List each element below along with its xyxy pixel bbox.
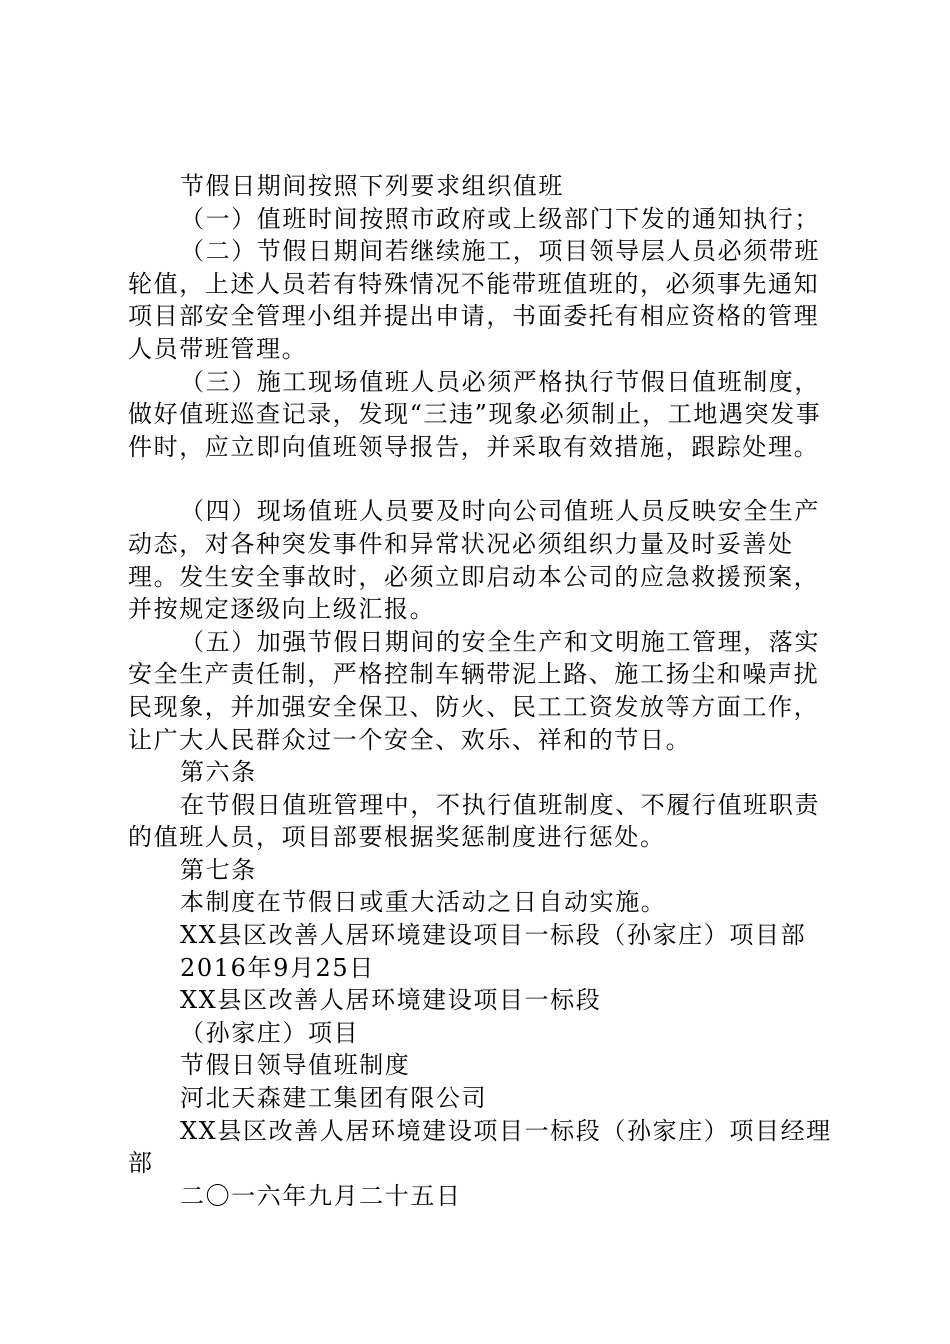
paragraph-item-4: （四）现场值班人员要及时向公司值班人员反映安全生产动态，对各种突发事件和异常状况必须组织力量及时妥善处理。发生安全事故时，必须立即启动本公司的应急救援预案，并按规定逐级向上级汇报。 bbox=[128, 497, 820, 624]
cover-project-name: XX县区改善人居环境建设项目一标段 bbox=[180, 986, 602, 1015]
article-six-text: 在节假日值班管理中，不执行值班制度、不履行值班职责的值班人员，项目部要根据奖惩制度进行惩处。 bbox=[128, 790, 820, 852]
article-six-heading: 第六条 bbox=[180, 758, 257, 787]
cover-company: 河北天森建工集团有限公司 bbox=[180, 1084, 488, 1113]
cover-project-suffix: （孙家庄）项目 bbox=[180, 1018, 360, 1047]
cover-department: XX县区改善人居环境建设项目一标段（孙家庄）项目经理部 bbox=[128, 1116, 832, 1178]
cover-date: 二〇一六年九月二十五日 bbox=[180, 1181, 462, 1210]
paragraph-item-5: （五）加强节假日期间的安全生产和文明施工管理，落实安全生产责任制，严格控制车辆带泥上路、施工扬尘和噪声扰民现象，并加强安全保卫、防火、民工工资发放等方面工作，让广大人民群众过一个安全、欢乐、祥和的节日。 bbox=[128, 627, 820, 754]
paragraph-item-2: （二）节假日期间若继续施工，项目领导层人员必须带班轮值，上述人员若有特殊情况不能带班值班的，必须事先通知项目部安全管理小组并提出申请，书面委托有相应资格的管理人员带班管理。 bbox=[128, 237, 820, 363]
document-body bbox=[128, 170, 840, 1212]
cover-title: 节假日领导值班制度 bbox=[180, 1051, 411, 1080]
paragraph-intro: 节假日期间按照下列要求组织值班 bbox=[180, 172, 564, 200]
signature-department: XX县区改善人居环境建设项目一标段（孙家庄）项目部 bbox=[180, 921, 807, 950]
signature-date: 2016年9月25日 bbox=[180, 953, 375, 982]
article-seven-text: 本制度在节假日或重大活动之日自动实施。 bbox=[180, 888, 667, 917]
article-seven-heading: 第七条 bbox=[180, 855, 257, 884]
paragraph-item-3: （三）施工现场值班人员必须严格执行节假日值班制度，做好值班巡查记录，发现“三违”现象必须制止，工地遇突发事件时，应立即向值班领导报告，并采取有效措施，跟踪处理。 bbox=[128, 367, 822, 461]
paragraph-item-1: （一）值班时间按照市政府或上级部门下发的通知执行； bbox=[180, 204, 820, 233]
paragraph-spacer bbox=[128, 463, 840, 495]
